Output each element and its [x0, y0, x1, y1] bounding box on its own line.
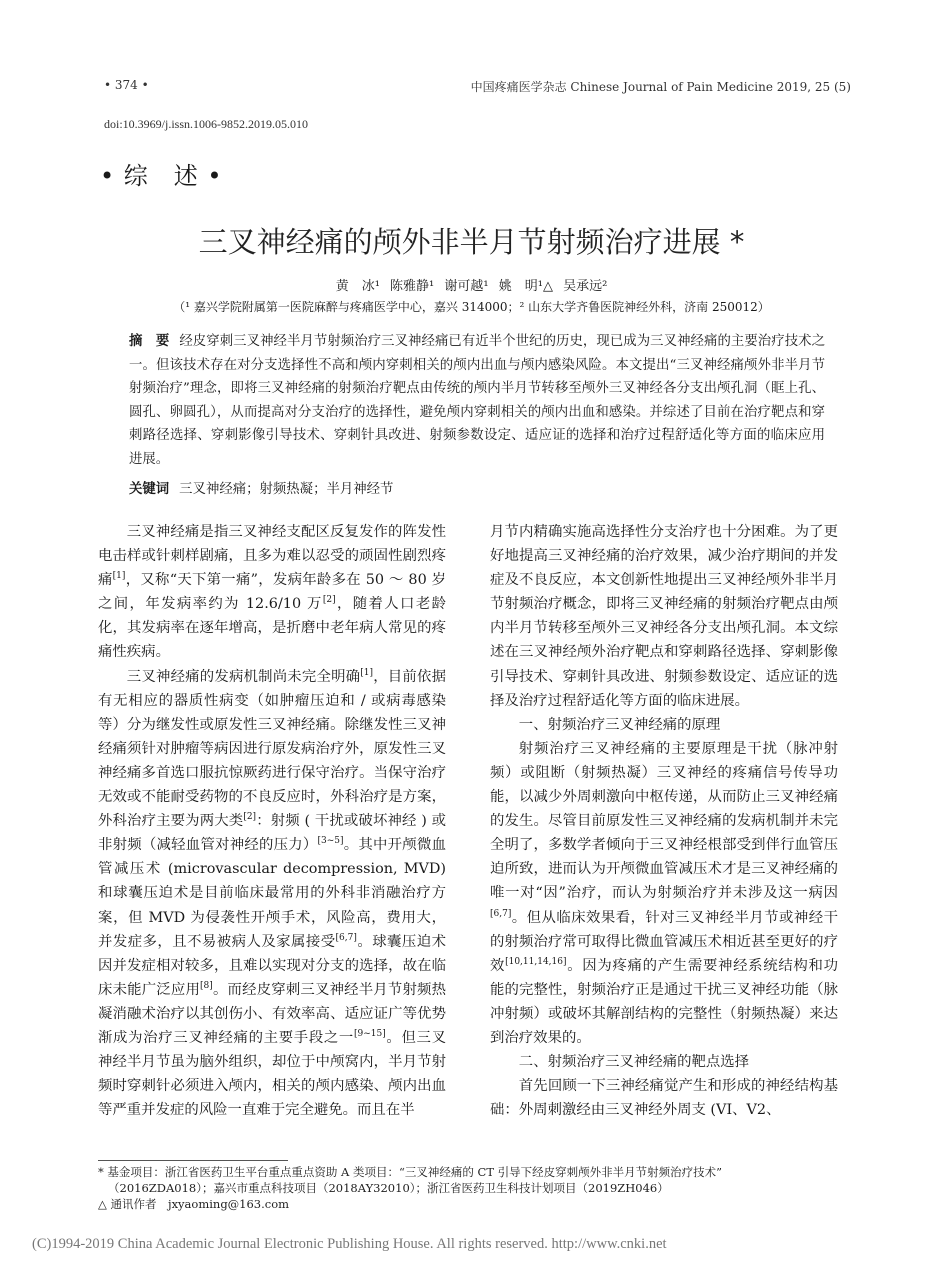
- abstract-label: 摘 要: [129, 334, 170, 349]
- citation: [2]: [322, 595, 336, 606]
- citation: [6,7]: [490, 908, 512, 919]
- footnotes: [98, 1164, 858, 1212]
- journal-header: 中国疼痛医学杂志 Chinese Journal of Pain Medicine 2019, 25 (5): [470, 80, 851, 94]
- citation: [10,11,14,16]: [505, 956, 567, 967]
- keywords-label: 关键词: [129, 482, 170, 497]
- authors: 黄 冰¹ 陈雅静¹ 谢可越¹ 姚 明¹△ 吴承远²: [335, 279, 608, 294]
- keywords-text: 三叉神经痛；射频热凝；半月神经节: [179, 482, 394, 497]
- fund-note: * 基金项目：浙江省医药卫生平台重点重点资助 A 类项目：“三叉神经痛的 CT 引导下经皮穿刺颅外非半月节射频治疗技术”: [98, 1165, 723, 1179]
- right-column: [490, 520, 838, 1122]
- section-label: • 综 述 •: [100, 162, 223, 190]
- section-heading: 二、射频治疗三叉神经痛的靶点选择: [518, 1054, 750, 1071]
- page-number: • 374 •: [104, 78, 149, 92]
- abstract-text: 经皮穿刺三叉神经半月节射频治疗三叉神经痛已有近半个世纪的历史，现已成为三叉神经痛的主要治疗技术之一。但该技术存在对分支选择性不高和颅内穿刺相关的颅内出血与颅内感染风险。本文提出“三叉神经痛颅外非半月节射频治疗”理念，即将三叉神经痛的射频治疗靶点由传统的颅内半月节转移至颅外三叉神经各分支出颅孔洞（眶上孔、圆孔、卵圆孔），从而提高对分支治疗的选择性，避免颅内穿刺相关的颅内出血和感染。并综述了目前在治疗靶点和穿刺路径选择、穿刺影像引导技术、穿刺针具改进、射频参数设定、适应证的选择和治疗过程舒适化等方面的临床应用进展。: [129, 334, 825, 467]
- fund-note-continued: （2016ZDA018）；嘉兴市重点科技项目（2018AY32010）；浙江省医药卫生科技计划项目（2019ZH046）: [108, 1181, 669, 1195]
- paragraph: 首先回顾一下三神经痛觉产生和形成的神经结构基础：外周刺激经由三叉神经外周支 (VI、V2、: [490, 1078, 838, 1119]
- citation: [8]: [200, 980, 213, 991]
- keywords: [129, 478, 825, 497]
- left-column: [98, 520, 446, 1122]
- section-heading: 一、射频治疗三叉神经痛的原理: [518, 716, 721, 733]
- paragraph: 三叉神经痛的发病机制尚未完全明确[1]，目前依据有无相应的器质性病变（如肿瘤压迫和 / 或病毒感染等）分为继发性或原发性三叉神经痛。除继发性三叉神经痛须针对肿瘤等病因进行原发病治疗外，原发性三叉神经痛多首选口服抗惊厥药进行保守治疗。当保守治疗无效或不能耐受药物的不良反应时，外科治疗是方案，外科治疗主要为两大类[2]：射频 ( 干扰或破坏神经 ) 或非射频（减轻血管对神经的压力）[3~5]。其中开颅微血管减压术 (microvascular decompression, MVD) 和球囊压迫术是目前临床最常用的外科非消融治疗方案，但 MVD 为侵袭性开颅手术，风险高，费用大，并发症多，且不易被病人及家属接受[6,7]。球囊压迫术因并发症相对较多，且难以实现对分支的选择，故在临床未能广泛应用[8]。而经皮穿刺三叉神经半月节射频热凝消融术治疗以其创伤小、有效率高、适应证广等优势渐成为治疗三叉神经痛的主要手段之一[9~15]。但三叉神经半月节虽为脑外组织，却位于中颅窝内，半月节射频时穿刺针必须进入颅内，相关的颅内感染、颅内出血等严重并发症的风险一直难于完全避免。而且在半: [98, 667, 446, 1119]
- copyright-notice: (C)1994-2019 China Academic Journal Electronic Publishing House. All rights reserved. http://www.cnki.net: [32, 1236, 667, 1252]
- citation: [1]: [112, 571, 126, 582]
- citation: [3~5]: [317, 836, 344, 847]
- corresponding-author: △ 通讯作者 jxyaoming@163.com: [98, 1197, 290, 1211]
- paragraph: 射频治疗三叉神经痛的主要原理是干扰（脉冲射频）或阻断（射频热凝）三叉神经的疼痛信号传导功能，以减少外周刺激向中枢传递，从而防止三叉神经痛的发生。尽管目前原发性三叉神经痛的发病机制并未完全明了，多数学者倾向于三叉神经根部受到伴行血管压迫所致，进而认为开颅微血管减压术才是三叉神经痛的唯一对“因”治疗，而认为射频治疗并未涉及这一病因[6,7]。但从临床效果看，针对三叉神经半月节或神经干的射频治疗常可取得比微血管减压术相近甚至更好的疗效[10,11,14,16]。因为疼痛的产生需要神经系统结构和功能的完整性，射频治疗正是通过干扰三叉神经功能（脉冲射频）或破坏其解剖结构的完整性（射频热凝）来达到治疗效果的。: [490, 740, 838, 1046]
- citation: [2]: [243, 812, 257, 823]
- footnote-divider: [98, 1160, 288, 1161]
- article-title: 三叉神经痛的颅外非半月节射频治疗进展 *: [198, 225, 745, 259]
- citation: [1]: [360, 667, 374, 678]
- citation: [9~15]: [354, 1029, 386, 1040]
- paragraph: 三叉神经痛是指三叉神经支配区反复发作的阵发性电击样或针刺样剧痛，且多为难以忍受的顽固性剧烈疼痛[1]，又称“天下第一痛”，发病年龄多在 50 ～ 80 岁之间，年发病率约为 12.6/10 万[2]，随着人口老龄化，其发病率在逐年增高，是折磨中老年病人常见的疼痛性疾病。: [98, 524, 446, 661]
- paragraph: 月节内精确实施高选择性分支治疗也十分困难。为了更好地提高三叉神经痛的治疗效果，减少治疗期间的并发症及不良反应，本文创新性地提出三叉神经颅外非半月节射频治疗概念，即将三叉神经痛的射频治疗靶点由颅内半月节转移至颅外三叉神经各分支出颅孔洞。本文综述在三叉神经颅外治疗靶点和穿刺路径选择、穿刺影像引导技术、穿刺针具改进、射频参数设定、适应证的选择及治疗过程舒适化等方面的临床进展。: [490, 524, 838, 709]
- abstract: [129, 330, 825, 471]
- affiliations: （¹ 嘉兴学院附属第一医院麻醉与疼痛医学中心，嘉兴 314000；² 山东大学齐鲁医院神经外科，济南 250012）: [173, 300, 770, 314]
- citation: [6,7]: [335, 932, 357, 943]
- doi: doi:10.3969/j.issn.1006-9852.2019.05.010: [104, 117, 309, 131]
